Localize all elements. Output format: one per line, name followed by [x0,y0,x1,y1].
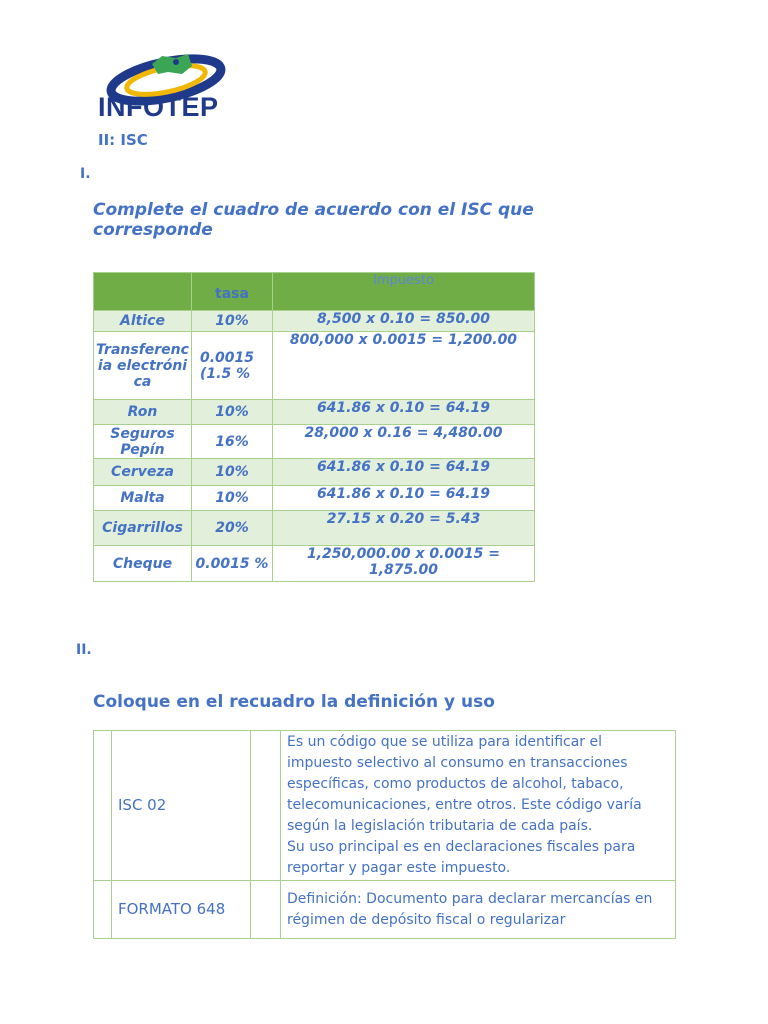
table-row [94,731,676,881]
row-impuesto: 641.86 x 0.10 = 64.19 [273,486,535,511]
description-text: Es un código que se utiliza para identificar el impuesto selectivo al consumo en transacciones específicas, como productos de alcohol, tabaco, telecomunicaciones, entre otros. Este código varía según la legislación tributaria de cada país. [287,734,642,834]
row-item: Malta [94,486,192,511]
description-text: Definición: Documento para declarar mercancías en régimen de depósito fiscal o regularizar [287,890,653,928]
row-impuesto: 800,000 x 0.0015 = 1,200.00 [273,332,535,400]
col-header-impuesto: Impuesto [273,273,535,311]
table-row [94,459,535,486]
table-row [94,400,535,425]
row-tasa: 20% [192,511,273,546]
row-tasa: 10% [192,459,273,486]
table-row [94,332,535,400]
logo-text: INFOTEP [98,92,219,122]
row-item: Cigarrillos [94,511,192,546]
section-number-1: I. [80,166,91,182]
row-tasa: 10% [192,486,273,511]
row-tasa: 10% [192,311,273,332]
row-item: Cerveza [94,459,192,486]
col-header-tasa: tasa [192,273,273,311]
section2-heading: Coloque en el recuadro la definición y uso [93,692,495,712]
spacer-cell [251,731,281,881]
isc-table [93,272,535,582]
table-row [94,311,535,332]
table-row [94,881,676,939]
table-row [94,511,535,546]
row-item: Transferencia electrónica [94,332,192,400]
row-tasa: 0.0015 (1.5 % [192,332,273,400]
table-row [94,546,535,582]
row-item: Seguros Pepín [94,425,192,459]
description-text-2: Su uso principal es en declaraciones fiscales para reportar y pagar este impuesto. [287,839,636,876]
spacer-cell [94,881,112,939]
table-row [94,486,535,511]
section-number-2: II. [76,642,92,658]
section1-heading: Complete el cuadro de acuerdo con el ISC que corresponde [93,200,534,240]
table-row [94,425,535,459]
isc-table-header [94,273,535,311]
row-label: FORMATO 648 [112,881,251,939]
row-impuesto: 27.15 x 0.20 = 5.43 [273,511,535,546]
row-impuesto: 28,000 x 0.16 = 4,480.00 [273,425,535,459]
row-item: Ron [94,400,192,425]
row-impuesto: 641.86 x 0.10 = 64.19 [273,459,535,486]
row-impuesto: 8,500 x 0.10 = 850.00 [273,311,535,332]
row-impuesto: 1,250,000.00 x 0.0015 = 1,875.00 [273,546,535,582]
col-header-item [94,273,192,311]
definitions-table [93,730,676,939]
row-item: Altice [94,311,192,332]
spacer-cell [251,881,281,939]
page-subtitle: II: ISC [98,131,148,149]
row-tasa: 0.0015 % [192,546,273,582]
row-label: ISC 02 [112,731,251,881]
row-impuesto: 641.86 x 0.10 = 64.19 [273,400,535,425]
row-item: Cheque [94,546,192,582]
row-tasa: 16% [192,425,273,459]
spacer-cell [94,731,112,881]
row-description [281,731,676,881]
row-tasa: 10% [192,400,273,425]
row-description [281,881,676,939]
